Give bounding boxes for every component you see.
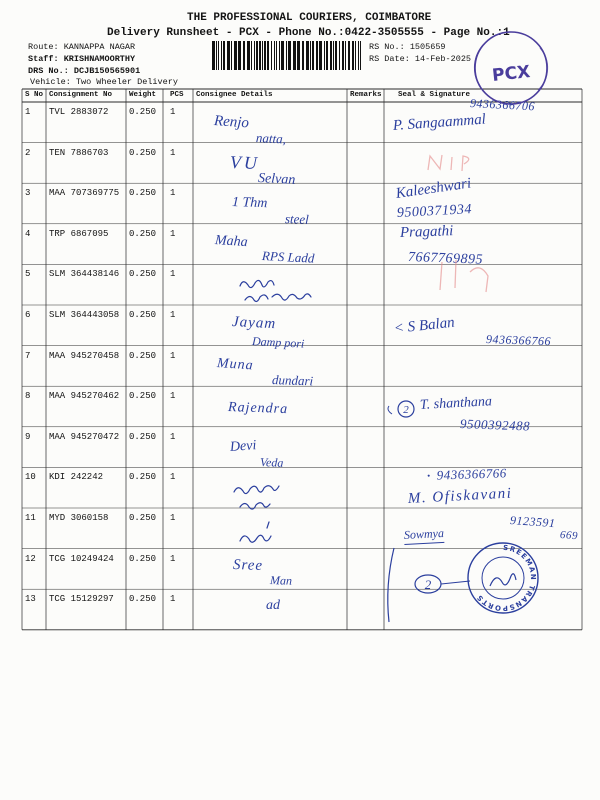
cell-sno: 2 <box>25 147 31 158</box>
signature-handwriting: 9500392488 <box>459 416 531 434</box>
cell-sno: 6 <box>25 310 31 320</box>
consignee-handwriting: 1 Thm <box>231 195 268 212</box>
cell-sno: 8 <box>25 391 31 402</box>
cell-sno: 4 <box>25 228 31 239</box>
cell-pcs: 1 <box>170 391 176 402</box>
cell-consignment-no: MYD 3060158 <box>49 513 109 523</box>
cell-weight: 0.250 <box>129 147 157 158</box>
consignee-handwriting: Selvan <box>257 171 296 188</box>
staff-value: KRISHNAMOORTHY <box>63 54 136 64</box>
signature-handwriting: 7667769895 <box>407 250 484 268</box>
cell-weight: 0.250 <box>129 228 157 239</box>
consignee-handwriting: steel <box>284 211 310 227</box>
consignee-handwriting: Man <box>269 573 293 588</box>
cell-weight: 0.250 <box>129 472 157 483</box>
cell-pcs: 1 <box>170 350 176 361</box>
cell-consignment-no: TVL 2883072 <box>49 107 109 117</box>
column-header-consignee-details: Consignee Details <box>196 91 273 99</box>
cell-consignment-no: TCG 10249424 <box>49 553 114 564</box>
cell-consignment-no: KDI 242242 <box>49 472 104 483</box>
cell-consignment-no: MAA 707369775 <box>49 188 120 199</box>
cell-sno: 3 <box>25 188 31 199</box>
route-value: KANNAPPA NAGAR <box>63 42 136 52</box>
cell-pcs: 1 <box>170 310 176 320</box>
consignee-handwriting: Rajendra <box>227 400 289 418</box>
signature-handwriting: 669 <box>559 529 579 543</box>
circled-mark-text: 2 <box>403 404 409 416</box>
cell-weight: 0.250 <box>129 431 157 442</box>
cell-weight: 0.250 <box>129 310 157 320</box>
cell-pcs: 1 <box>170 228 176 239</box>
signature-handwriting: Pragathi <box>399 223 454 241</box>
consignee-handwriting: Devi <box>229 438 257 455</box>
rs-date-label: RS Date: <box>369 54 410 64</box>
drs-label: DRS No.: <box>28 66 69 76</box>
signature-handwriting: 9436366706 <box>469 96 536 114</box>
cell-pcs: 1 <box>170 513 176 523</box>
cell-sno: 5 <box>25 269 31 280</box>
cell-sno: 1 <box>25 107 31 117</box>
consignee-handwriting: natta, <box>255 130 287 147</box>
rs-date-value: 14-Feb-2025 <box>414 54 472 64</box>
cell-weight: 0.250 <box>129 553 157 564</box>
company-title: THE PROFESSIONAL COURIERS, COIMBATORE <box>187 12 432 24</box>
signature-handwriting: 9436366766 <box>485 332 552 349</box>
cell-weight: 0.250 <box>129 594 157 605</box>
signature-handwriting: T. shanthana <box>419 394 493 413</box>
cell-pcs: 1 <box>170 553 176 564</box>
cell-sno: 7 <box>25 350 31 361</box>
cell-sno: 10 <box>25 472 36 483</box>
cell-sno: 11 <box>25 513 36 523</box>
drs-value: DCJB150565901 <box>73 66 141 76</box>
consignee-handwriting: ad <box>266 598 280 613</box>
seal-text: SREEMAN TRANSPORTS <box>475 543 538 613</box>
column-header-sno: S No <box>25 91 44 99</box>
vehicle-value: Two Wheeler Delivery <box>75 77 178 87</box>
cell-pcs: 1 <box>170 147 176 158</box>
consignee-handwriting: Maha <box>214 233 249 251</box>
vehicle-label: Vehicle: <box>30 77 71 87</box>
cell-weight: 0.250 <box>129 350 157 361</box>
cell-weight: 0.250 <box>129 391 157 402</box>
cell-weight: 0.250 <box>129 107 157 117</box>
consignee-handwriting: Muna <box>216 356 255 374</box>
column-header-remarks: Remarks <box>350 91 382 99</box>
cell-pcs: 1 <box>170 472 176 483</box>
consignee-handwriting: Veda <box>259 455 284 470</box>
signature-handwriting: < S Balan <box>393 314 456 337</box>
signature-handwriting: 9500371934 <box>396 202 473 221</box>
signature-handwriting: Sowmya <box>404 526 445 545</box>
staff-label: Staff: <box>28 54 59 64</box>
cell-weight: 0.250 <box>129 269 157 280</box>
rs-no-label: RS No.: <box>369 42 405 52</box>
signature-handwriting: · 9436366766 <box>427 465 507 484</box>
cell-sno: 12 <box>25 553 36 564</box>
cell-consignment-no: TRP 6867095 <box>49 228 109 239</box>
signature-handwriting: Kaleeshwari <box>394 175 473 202</box>
column-header-weight: Weight <box>129 91 157 99</box>
cell-consignment-no: MAA 945270472 <box>49 431 120 442</box>
column-header-seal-signature: Seal & Signature <box>398 91 471 99</box>
route-label: Route: <box>28 42 59 52</box>
cell-pcs: 1 <box>170 269 176 280</box>
cell-pcs: 1 <box>170 431 176 442</box>
cell-sno: 13 <box>25 594 36 605</box>
cell-pcs: 1 <box>170 594 176 605</box>
cell-weight: 0.250 <box>129 513 157 523</box>
cell-consignment-no: MAA 945270462 <box>49 391 120 402</box>
cell-sno: 9 <box>25 431 31 442</box>
cell-pcs: 1 <box>170 107 176 117</box>
cell-consignment-no: TCG 15129297 <box>49 594 114 605</box>
consignee-handwriting: Sree <box>232 557 264 575</box>
consignee-handwriting: RPS Ladd <box>261 248 315 266</box>
cell-consignment-no: TEN 7886703 <box>49 147 109 158</box>
consignee-handwriting: Jayam <box>231 314 277 333</box>
circled-mark-text: 2 <box>424 577 432 592</box>
column-header-consignment-no: Consignment No <box>49 91 113 99</box>
consignee-handwriting: Damp pori <box>251 334 305 351</box>
signature-handwriting: 9123591 <box>509 513 556 531</box>
cell-pcs: 1 <box>170 188 176 199</box>
consignee-handwriting: Renjo <box>213 113 250 132</box>
runsheet-subtitle: Delivery Runsheet - PCX - Phone No.:0422-3505555 - Page No.:1 <box>107 27 510 39</box>
signature-handwriting: M. Ofiskavani <box>407 485 513 507</box>
stamp-text: PCX <box>491 62 532 86</box>
consignee-handwriting: dundari <box>271 372 314 389</box>
consignee-handwriting: VU <box>229 152 261 174</box>
cell-consignment-no: MAA 945270458 <box>49 350 120 361</box>
column-header-pcs: PCS <box>170 91 184 99</box>
rs-no-value: 1505659 <box>409 42 446 52</box>
signature-handwriting: P. Sangaammal <box>392 111 487 134</box>
cell-consignment-no: SLM 364443058 <box>49 310 120 320</box>
cell-consignment-no: SLM 364438146 <box>49 269 120 280</box>
cell-weight: 0.250 <box>129 188 157 199</box>
